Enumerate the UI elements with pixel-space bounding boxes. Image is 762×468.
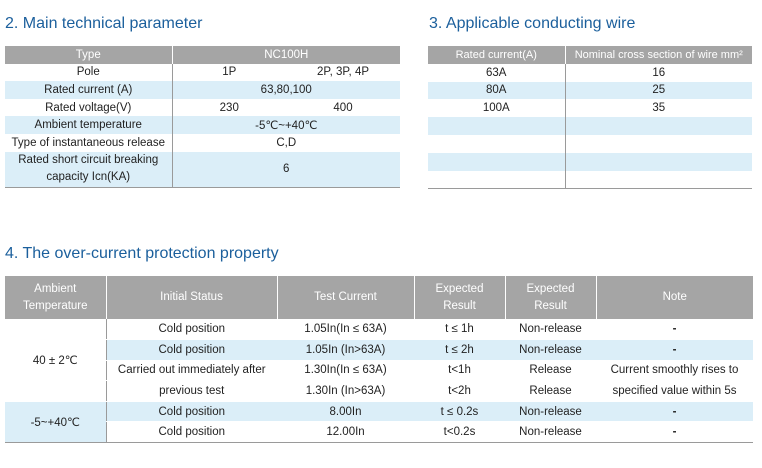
ambient-group-2: -5~+40℃ <box>5 401 106 442</box>
table-row <box>428 99 752 117</box>
header-type: Type <box>5 46 172 64</box>
cell-value: -5℃~+40℃ <box>172 116 400 134</box>
cell-note: specified value within 5s <box>596 381 753 402</box>
cell-cross-section: 35 <box>565 99 752 117</box>
cell-value: 1P <box>172 64 286 82</box>
row-label: Rated current (A) <box>44 83 133 96</box>
cell-note: - <box>596 340 753 361</box>
table-header-row <box>428 46 752 64</box>
table-row <box>5 381 753 402</box>
conducting-wire-table <box>428 46 752 189</box>
table-header-row <box>5 276 753 319</box>
table-row <box>428 135 752 153</box>
empty-cell <box>428 171 565 189</box>
table-row <box>428 117 752 135</box>
cell-initial: Cold position <box>106 422 277 443</box>
table-row <box>428 64 752 82</box>
cell-expected-time: t ≤ 1h <box>414 319 505 340</box>
cell-test-current: 1.30In (In>63A) <box>277 381 414 402</box>
header-expected-result-2: Expected Result <box>505 276 596 319</box>
table-row <box>428 153 752 171</box>
header-ambient-temperature: Ambient Temperature <box>5 276 106 319</box>
header-cross-section: Nominal cross section of wire mm² <box>565 46 752 64</box>
empty-cell <box>565 153 752 171</box>
table-row <box>5 422 753 443</box>
cell-note: - <box>596 422 753 443</box>
cell-expected-result: Release <box>505 381 596 402</box>
cell-test-current: 8.00In <box>277 401 414 422</box>
table-row <box>5 152 400 188</box>
cell-expected-result: Release <box>505 360 596 381</box>
table-row <box>5 116 400 134</box>
main-technical-parameter-table <box>5 46 400 188</box>
section-2-title: 2. Main technical parameter <box>5 15 203 32</box>
table-row <box>5 81 400 99</box>
cell-value: 63,80,100 <box>172 81 400 99</box>
row-label: Rated short circuit breaking capacity Icn(KA) <box>5 152 172 188</box>
cell-initial: Cold position <box>106 401 277 422</box>
header-note: Note <box>596 276 753 319</box>
empty-cell <box>565 171 752 189</box>
row-label: Ambient temperature <box>34 119 142 132</box>
cell-expected-time: t ≤ 2h <box>414 340 505 361</box>
cell-expected-time: t<2h <box>414 381 505 402</box>
table-row <box>5 99 400 117</box>
cell-test-current: 1.05In(In ≤ 63A) <box>277 319 414 340</box>
table-row <box>428 171 752 189</box>
table-row <box>5 64 400 82</box>
cell-expected-result: Non-release <box>505 319 596 340</box>
section-3-title: 3. Applicable conducting wire <box>429 15 636 32</box>
cell-current: 80A <box>486 84 507 97</box>
cell-value: 2P, 3P, 4P <box>317 66 370 79</box>
table-row <box>5 319 753 340</box>
cell-note: - <box>596 319 753 340</box>
table-row <box>428 82 752 100</box>
cell-test-current: 1.30In(In ≤ 63A) <box>277 360 414 381</box>
empty-cell <box>428 153 565 171</box>
row-label: Rated voltage(V) <box>45 101 132 114</box>
empty-cell <box>565 135 752 153</box>
cell-value: 230 <box>172 99 286 117</box>
ambient-group-1: 40 ± 2℃ <box>5 319 106 401</box>
cell-note: Current smoothly rises to <box>596 360 753 381</box>
cell-test-current: 1.05In (In>63A) <box>277 340 414 361</box>
cell-expected-result: Non-release <box>505 401 596 422</box>
over-current-protection-table <box>5 276 753 443</box>
cell-expected-result: Non-release <box>505 422 596 443</box>
table-row <box>5 134 400 152</box>
section-4-title: 4. The over-current protection property <box>5 245 279 262</box>
empty-cell <box>428 117 565 135</box>
empty-cell <box>428 135 565 153</box>
header-expected-result: Expected Result <box>414 276 505 319</box>
cell-expected-time: t<1h <box>414 360 505 381</box>
cell-cross-section: 16 <box>565 64 752 82</box>
cell-initial: Cold position <box>106 340 277 361</box>
cell-cross-section: 25 <box>565 82 752 100</box>
header-model: NC100H <box>172 46 400 64</box>
table-row <box>5 401 753 422</box>
cell-initial: Carried out immediately after <box>106 360 277 381</box>
cell-expected-result: Non-release <box>505 340 596 361</box>
cell-value: 6 <box>172 152 400 188</box>
cell-current: 100A <box>482 102 510 115</box>
table-row <box>5 340 753 361</box>
cell-initial: previous test <box>106 381 277 402</box>
cell-value: 400 <box>333 101 353 114</box>
cell-note: - <box>596 401 753 422</box>
cell-initial: Cold position <box>106 319 277 340</box>
empty-cell <box>565 117 752 135</box>
table-header-row <box>5 46 400 64</box>
cell-value: C,D <box>172 134 400 152</box>
cell-expected-time: t<0.2s <box>414 422 505 443</box>
header-test-current: Test Current <box>277 276 414 319</box>
row-label: Type of instantaneous release <box>11 136 165 149</box>
header-rated-current: Rated current(A) <box>428 46 565 64</box>
header-initial-status: Initial Status <box>106 276 277 319</box>
table-row <box>5 360 753 381</box>
cell-test-current: 12.00In <box>277 422 414 443</box>
row-label: Pole <box>76 66 100 79</box>
cell-current: 63A <box>486 66 507 79</box>
cell-expected-time: t ≤ 0.2s <box>414 401 505 422</box>
